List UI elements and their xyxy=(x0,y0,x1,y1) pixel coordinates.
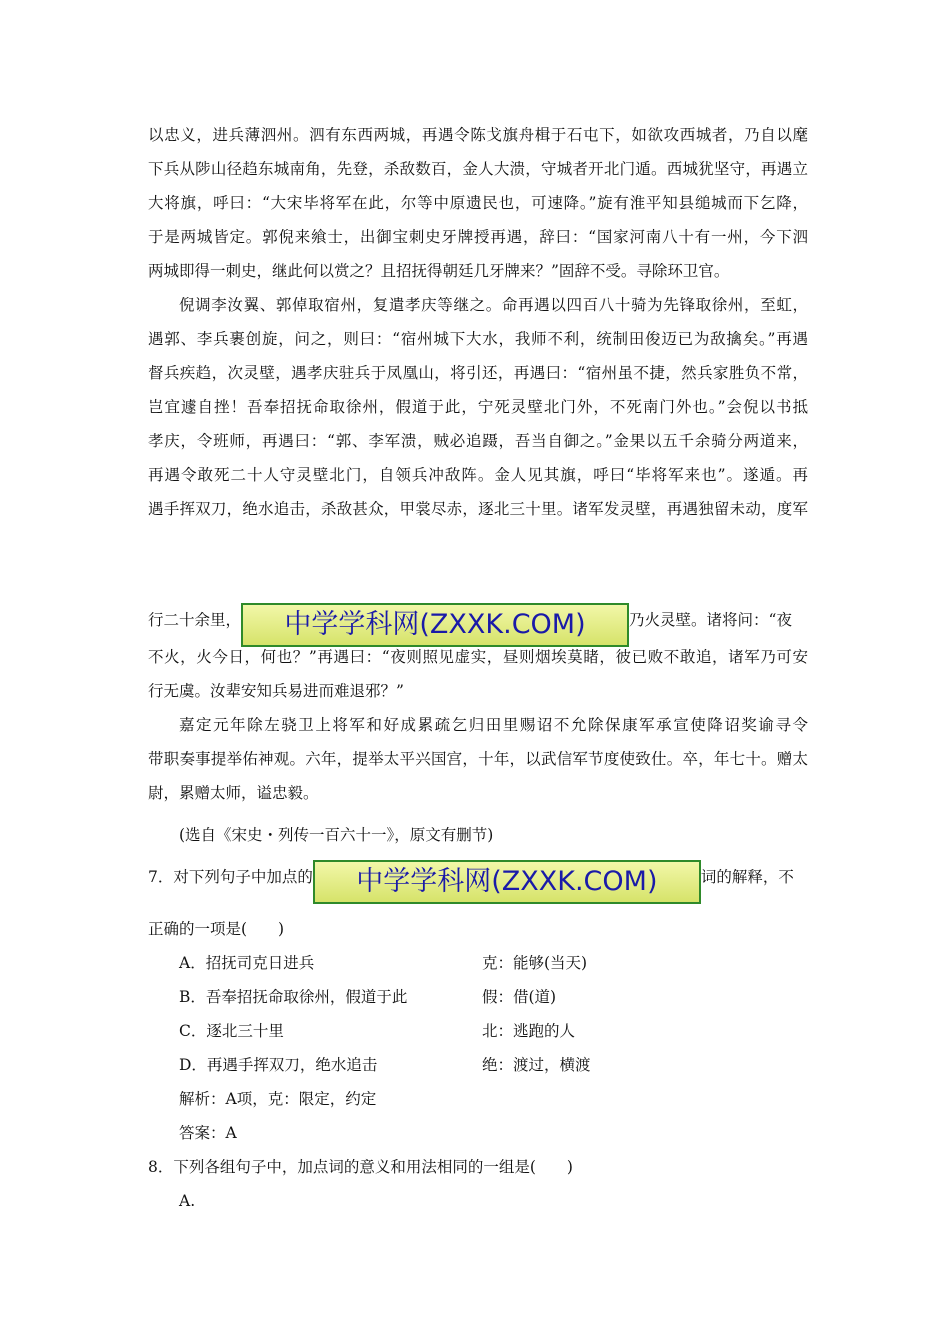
text-line: 岂宜遽自挫！吾奉招抚命取徐州，假道于此，宁死灵壁北门外，不死南门外也。”会倪以书抵 xyxy=(148,398,808,416)
question-7-line-2: 正确的一项是( ) xyxy=(148,920,285,938)
text-line: 督兵疾趋，次灵壁，遇孝庆驻兵于凤凰山，将引还，再遇曰：“宿州虽不捷，然兵家胜负不常， xyxy=(148,364,808,382)
text-line: 行无虞。汝辈安知兵易进而难退邪？” xyxy=(148,682,404,700)
question-8-option-a: A. xyxy=(179,1192,196,1210)
text-line: 倪调李汝翼、郭倬取宿州，复遣孝庆等继之。命再遇以四百八十骑为先锋取徐州，至虹， xyxy=(179,296,808,314)
text-line: 两城即得一刺史，继此何以赏之？且招抚得朝廷几牙牌来？”固辞不受。寻除环卫官。 xyxy=(148,262,730,280)
text-fragment: 词的解释，不 xyxy=(700,868,794,886)
text-line: 再遇令敢死二十人守灵壁北门，自领兵冲敌阵。金人见其旗，呼曰“毕将军来也”。遂遁。再 xyxy=(148,466,808,484)
text-fragment: 行二十余里， xyxy=(148,611,242,629)
text-line: 不火，火今日，何也？”再遇曰：“夜则照见虚实，昼则烟埃莫睹，彼已败不敢追，诸军乃可安 xyxy=(148,648,808,666)
option-b-gloss: 假：借(道) xyxy=(482,988,557,1006)
option-b: B．吾奉招抚命取徐州，假道于此 xyxy=(179,988,408,1006)
watermark-banner: 中学学科网(ZXXK.COM) xyxy=(241,603,629,647)
text-fragment: 乃火灵壁。诸将问：“夜 xyxy=(629,611,792,629)
text-line: 大将旗，呼曰：“大宋毕将军在此，尔等中原遗民也，可速降。”旋有淮平知县缒城而下乞降， xyxy=(148,194,808,212)
text-line: 下兵从陟山径趋东城南角，先登，杀敌数百，金人大溃，守城者开北门遁。西城犹坚守，再遇立 xyxy=(148,160,808,178)
text-line: 以忠义，进兵薄泗州。泗有东西两城，再遇令陈戈旗舟楫于石屯下，如欲攻西城者，乃自以麾 xyxy=(148,126,808,144)
text-line: 孝庆，令班师，再遇曰：“郭、李军溃，贼必追蹑，吾当自御之。”金果以五千余骑分两道来， xyxy=(148,432,808,450)
option-d: D．再遇手挥双刀，绝水追击 xyxy=(179,1056,378,1074)
option-c: C．逐北三十里 xyxy=(179,1022,284,1040)
question-7 xyxy=(148,856,808,898)
option-d-gloss: 绝：渡过，横渡 xyxy=(482,1056,591,1074)
text-line: 带职奏事提举佑神观。六年，提举太平兴国宫，十年，以武信军节度使致仕。卒，年七十。赠太 xyxy=(148,750,808,768)
paragraph-1 xyxy=(148,118,808,288)
option-c-gloss: 北：逃跑的人 xyxy=(482,1022,576,1040)
text-line: 遇手挥双刀，绝水追击，杀敌甚众，甲裳尽赤，逐北三十里。诸军发灵壁，再遇独留未动，度军 xyxy=(148,500,808,518)
paragraph-2-tail xyxy=(148,640,808,708)
paragraph-3 xyxy=(148,708,808,810)
paragraph-2 xyxy=(148,288,808,526)
text-line: 于是两城皆定。郭倪来飨士，出御宝刺史牙牌授再遇，辞曰：“国家河南八十有一州，今下泗 xyxy=(148,228,808,246)
text-line: 遇郭、李兵裹创旋，问之，则曰：“宿州城下大水，我师不利，统制田俊迈已为敌擒矣。”再遇 xyxy=(148,330,808,348)
question-8: 8．下列各组句子中，加点词的意义和用法相同的一组是( ) xyxy=(148,1158,573,1176)
option-a-gloss: 克：能够(当天) xyxy=(482,954,588,972)
analysis-text: 解析：A项，克：限定，约定 xyxy=(179,1090,377,1108)
option-a: A．招抚司克日进兵 xyxy=(179,954,315,972)
text-line: 嘉定元年除左骁卫上将军和好成累疏乞归田里赐诏不允除保康军承宣使降诏奖谕寻令 xyxy=(179,716,808,734)
answer-text: 答案：A xyxy=(179,1124,237,1142)
text-line: 尉，累赠太师，谥忠毅。 xyxy=(148,784,319,802)
text-fragment: 7．对下列句子中加点的 xyxy=(148,868,313,886)
watermark-banner: 中学学科网(ZXXK.COM) xyxy=(313,860,701,904)
watermark-line-1 xyxy=(148,600,808,640)
source-citation: (选自《宋史・列传一百六十一》，原文有删节) xyxy=(179,826,494,844)
